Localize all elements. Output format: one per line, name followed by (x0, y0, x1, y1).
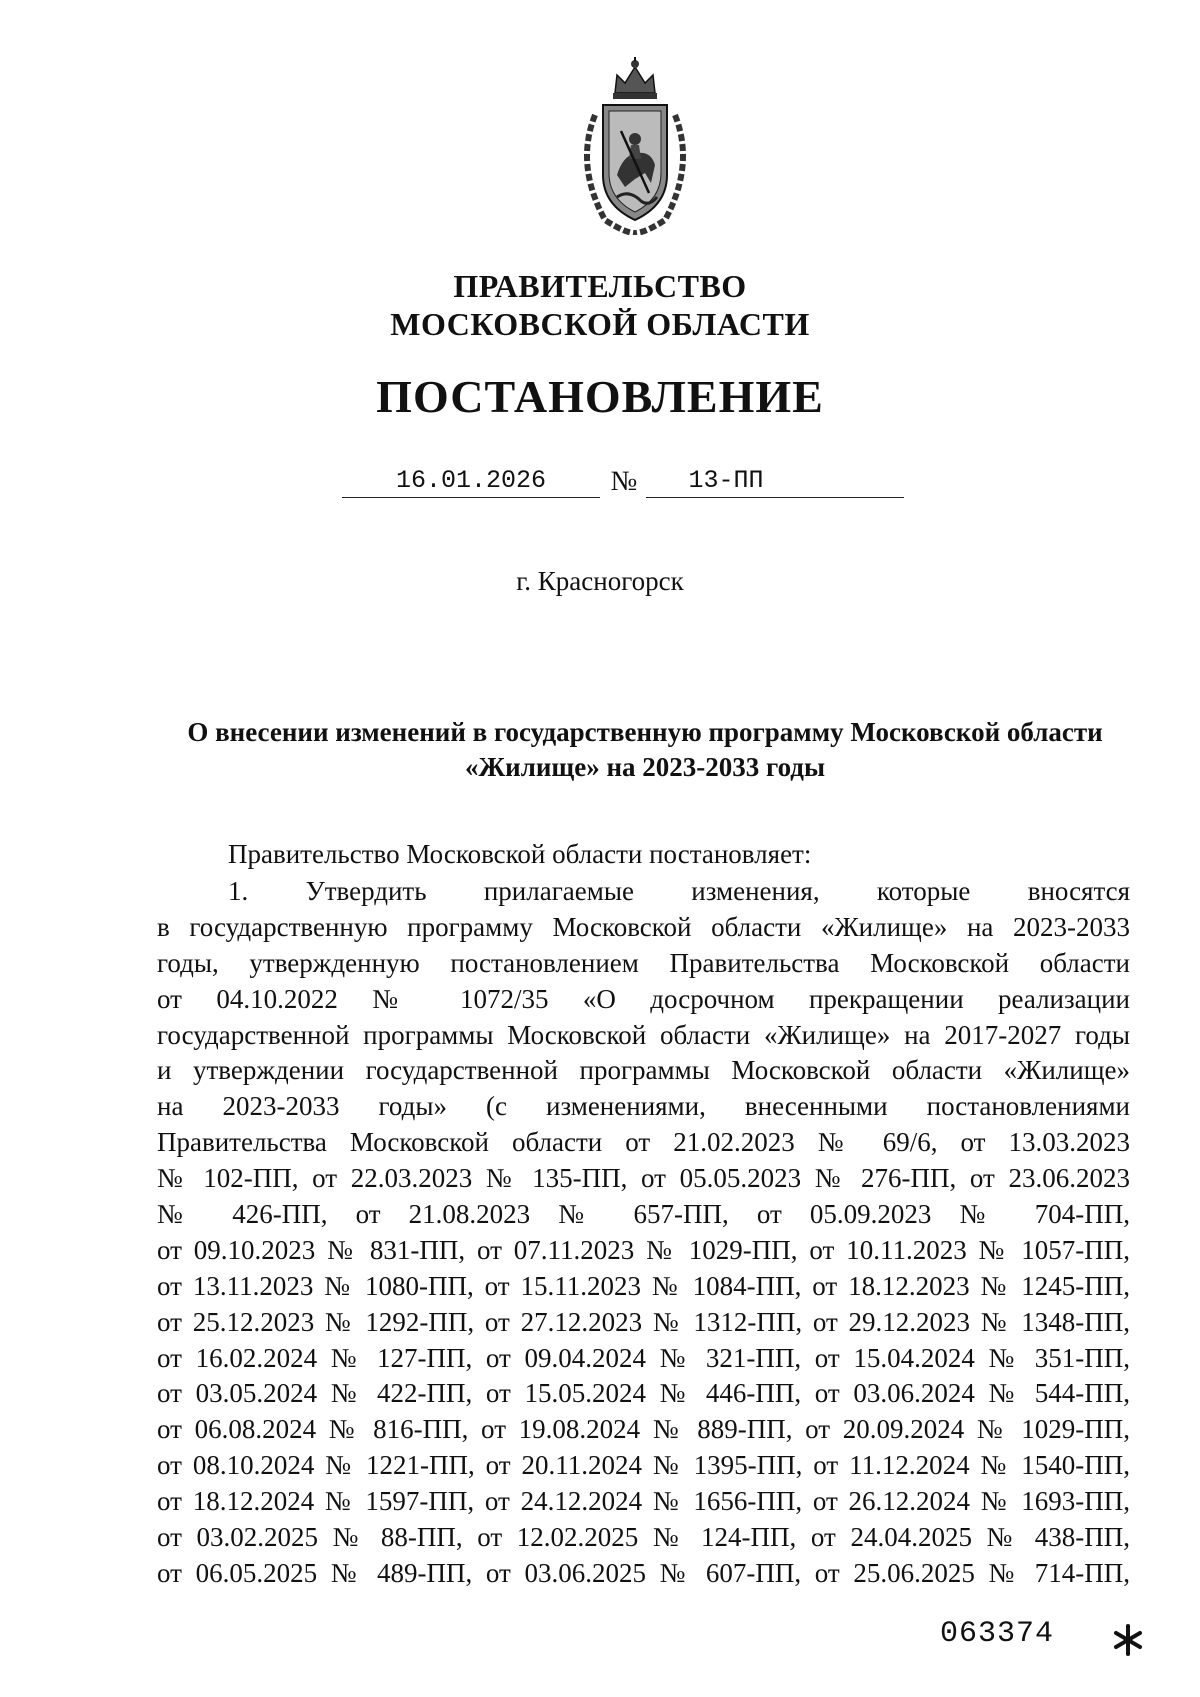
paragraph-line: в государственную программу Московской области «Жилище» на 2023-2033 (157, 911, 1130, 942)
moscow-oblast-coat-of-arms-icon (565, 55, 705, 235)
paragraph-line: от 04.10.2022 № 1072/35 «О досрочном прекращении реализации (157, 983, 1130, 1014)
document-date: 16.01.2026 (395, 466, 547, 495)
paragraph-line: № 426-ПП, от 21.08.2023 № 657-ПП, от 05.09.2023 № 704-ПП, (157, 1199, 1130, 1230)
number-sign: № (610, 466, 638, 497)
paragraph-line: государственной программы Московской области «Жилище» на 2017-2027 годы (157, 1019, 1130, 1050)
organization-title-line2: МОСКОВСКОЙ ОБЛАСТИ (390, 306, 810, 342)
lead-sentence: Правительство Московской области постановляет: (228, 839, 812, 869)
paragraph-line: 1. Утвердить прилагаемые изменения, которые вносятся (228, 876, 1130, 906)
paragraph-line: и утверждении государственной программы Московской области «Жилище» (157, 1055, 1130, 1086)
paragraph-line: Правительства Московской области от 21.02.2023 № 69/6, от 13.03.2023 (157, 1127, 1130, 1158)
paragraph-1 (157, 874, 1130, 1592)
paragraph-line: от 03.02.2025 № 88-ПП, от 12.02.2025 № 124-ПП, от 24.04.2025 № 438-ПП, (157, 1522, 1130, 1553)
serial-number: 063374 (940, 1617, 1055, 1651)
asterisk-mark-icon (1108, 1620, 1148, 1660)
paragraph-line: № 102-ПП, от 22.03.2023 № 135-ПП, от 05.05.2023 № 276-ПП, от 23.06.2023 (157, 1163, 1130, 1194)
paragraph-line: от 18.12.2024 № 1597-ПП, от 24.12.2024 № 1656-ПП, от 26.12.2024 № 1693-ПП, (157, 1486, 1130, 1517)
paragraph-line: от 13.11.2023 № 1080-ПП, от 15.11.2023 № 1084-ПП, от 18.12.2023 № 1245-ПП, (157, 1270, 1130, 1301)
document-number: 13-ПП (688, 466, 764, 495)
paragraph-line: на 2023-2033 годы» (с изменениями, внесенными постановлениями (157, 1091, 1130, 1122)
subject-line-2: «Жилище» на 2023-2033 годы (464, 752, 826, 782)
paragraph-line: от 03.05.2024 № 422-ПП, от 15.05.2024 № 446-ПП, от 03.06.2024 № 544-ПП, (157, 1378, 1130, 1409)
paragraph-line: от 06.08.2024 № 816-ПП, от 19.08.2024 № 889-ПП, от 20.09.2024 № 1029-ПП, (157, 1414, 1130, 1445)
paragraph-line: от 25.12.2023 № 1292-ПП, от 27.12.2023 № 1312-ПП, от 29.12.2023 № 1348-ПП, (157, 1306, 1130, 1337)
organization-title-line1: ПРАВИТЕЛЬСТВО (453, 268, 747, 304)
date-underline (342, 497, 600, 498)
paragraph-line: годы, утвержденную постановлением Правительства Московской области (157, 947, 1130, 978)
paragraph-line: от 09.10.2023 № 831-ПП, от 07.11.2023 № 1029-ПП, от 10.11.2023 № 1057-ПП, (157, 1234, 1130, 1265)
paragraph-line: от 16.02.2024 № 127-ПП, от 09.04.2024 № 321-ПП, от 15.04.2024 № 351-ПП, (157, 1342, 1130, 1373)
number-underline (646, 497, 904, 498)
paragraph-line: от 08.10.2024 № 1221-ПП, от 20.11.2024 № 1395-ПП, от 11.12.2024 № 1540-ПП, (157, 1450, 1130, 1481)
city-line: г. Красногорск (516, 566, 684, 596)
document-type-title: ПОСТАНОВЛЕНИЕ (376, 371, 824, 422)
subject-line-1: О внесении изменений в государственную программу Московской области (187, 717, 1103, 747)
paragraph-line: от 06.05.2025 № 489-ПП, от 03.06.2025 № 607-ПП, от 25.06.2025 № 714-ПП, (157, 1557, 1130, 1588)
